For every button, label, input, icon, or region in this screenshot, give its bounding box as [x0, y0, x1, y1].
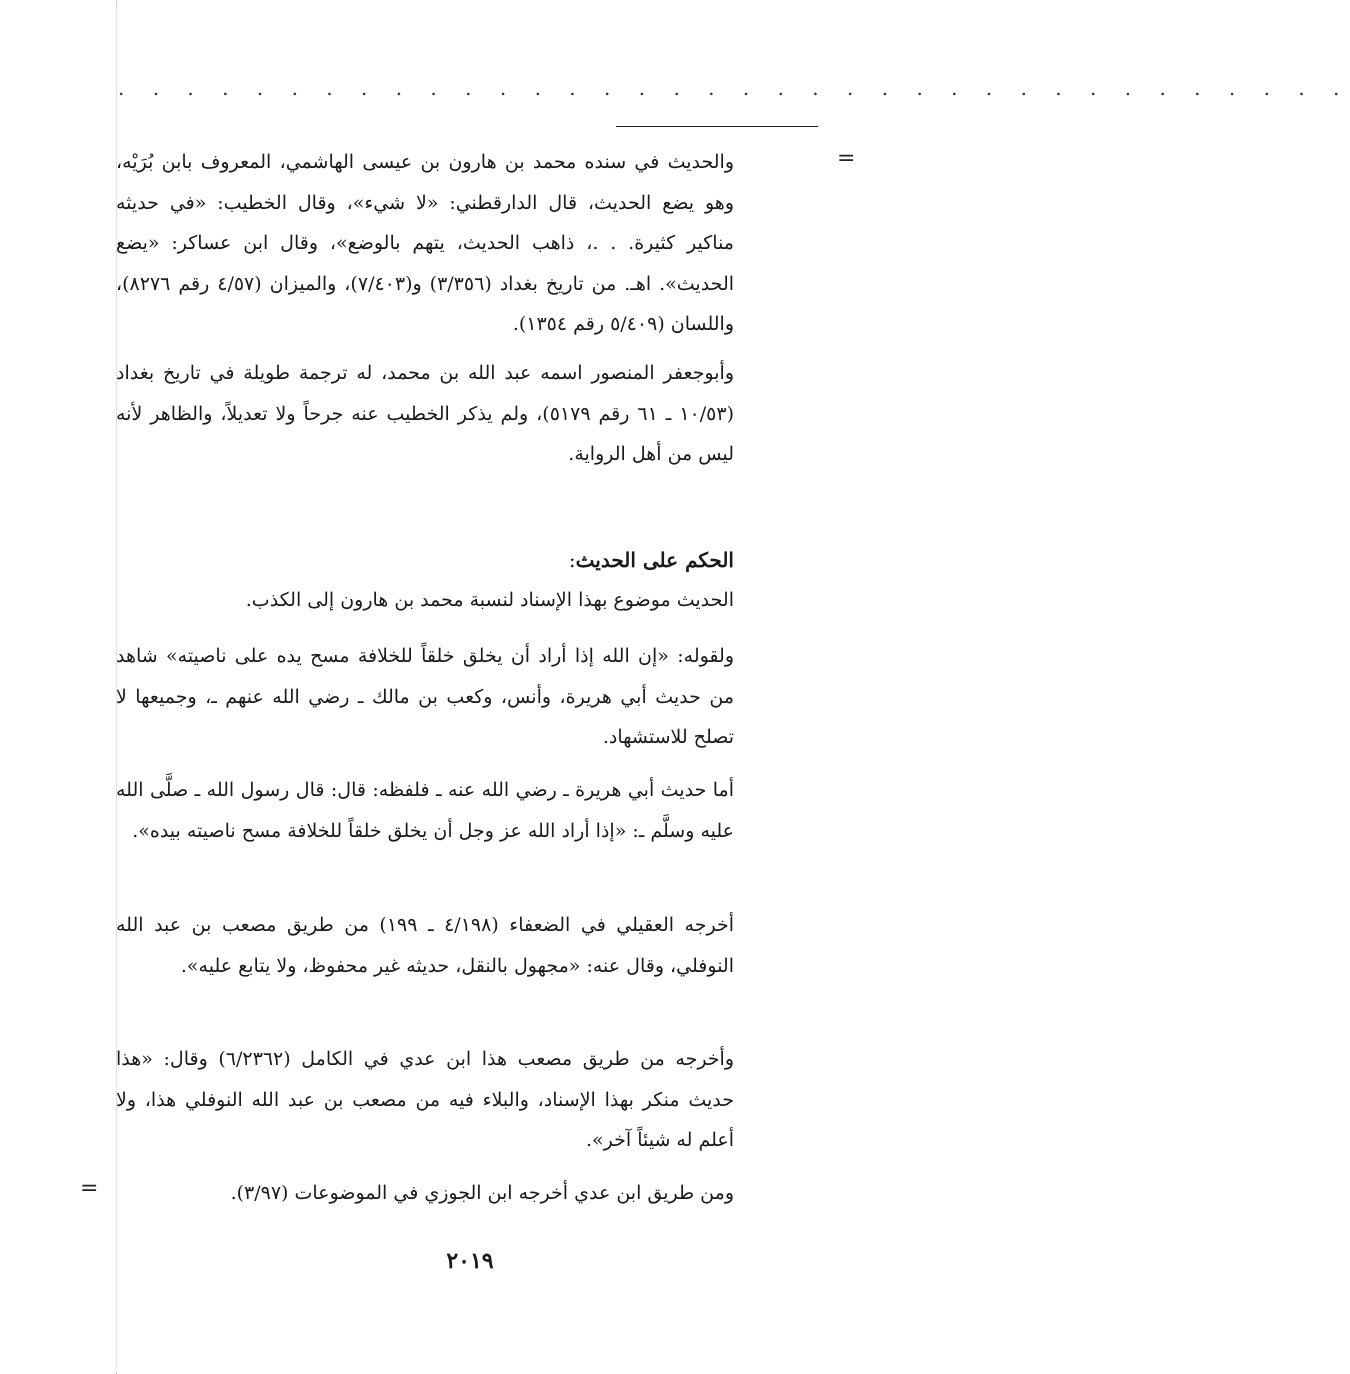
footnote-paragraph-2	[116, 353, 734, 475]
verdict-text: الحديث موضوع بهذا الإسناد لنسبة محمد بن هارون إلى الكذب.	[245, 589, 734, 611]
footnote-separator	[616, 126, 818, 127]
page-number: ٢٠١٩	[446, 1248, 494, 1274]
body-paragraph-4	[116, 905, 734, 986]
body-paragraph-3	[116, 770, 734, 851]
body-paragraph-6	[116, 1173, 734, 1214]
continuation-marker-top: =	[837, 146, 856, 171]
body-text-5: وأخرجه من طريق مصعب هذا ابن عدي في الكامل (٦/٢٣٦٢) وقال: «هذا حديث منكر بهذا الإسناد، والبلاء فيه من مصعب بن عبد الله النوفلي هذا، ولا أعلم له شيئاً آخر».	[116, 1048, 734, 1151]
header-dot-rule: . . . . . . . . . . . . . . . . . . . . . . . . . . . . . . . . . . . .	[118, 76, 1350, 100]
section-heading	[116, 543, 734, 577]
section-heading-text: الحكم على الحديث	[575, 548, 734, 572]
body-text-2: ولقوله: «إن الله إذا أراد أن يخلق خلقاً للخلافة مسح يده على ناصيته» شاهد من حديث أبي هريرة، وأنس، وكعب بن مالك ـ رضي الله عنهم ـ، وجميعها لا تصلح للاستشهاد.	[116, 645, 734, 748]
body-text-3: أما حديث أبي هريرة ـ رضي الله عنه ـ فلفظه: قال: قال رسول الله ـ صلَّى الله عليه وسلَّم ـ: «إذا أراد الله عز وجل أن يخلق خلقاً للخلافة مسح ناصيته بيده».	[116, 779, 734, 842]
verdict-paragraph	[116, 580, 734, 621]
body-paragraph-2	[116, 636, 734, 758]
footnote-text-2: وأبوجعفر المنصور اسمه عبد الله بن محمد، له ترجمة طويلة في تاريخ بغداد (١٠/٥٣ ـ ٦١ رقم ٥١٧٩)، ولم يذكر الخطيب عنه جرحاً ولا تعديلاً، والظاهر لأنه ليس من أهل الرواية.	[116, 362, 734, 465]
body-text-6: ومن طريق ابن عدي أخرجه ابن الجوزي في الموضوعات (٣/٩٧).	[230, 1182, 734, 1204]
body-text-4: أخرجه العقيلي في الضعفاء (٤/١٩٨ ـ ١٩٩) من طريق مصعب بن عبد الله النوفلي، وقال عنه: «مجهول بالنقل، حديثه غير محفوظ، ولا يتابع عليه».	[116, 914, 734, 977]
footnote-text-1: والحديث في سنده محمد بن هارون بن عيسى الهاشمي، المعروف بابن بُرَيْه، وهو يضع الحديث، قال الدارقطني: «لا شيء»، وقال الخطيب: «في حديثه مناكير كثيرة. . .، ذاهب الحديث، يتهم بالوضع»، وقال ابن عساكر: «يضع الحديث». اهـ. من تاريخ بغداد (٣/٣٥٦) و(٧/٤٠٣)، والميزان (٤/٥٧ رقم ٨٢٧٦)، واللسان (٥/٤٠٩ رقم ١٣٥٤).	[116, 151, 735, 335]
footnote-paragraph-1	[116, 142, 734, 345]
section-heading-colon: :	[568, 548, 576, 572]
continuation-marker-bottom: =	[80, 1176, 99, 1201]
body-paragraph-5	[116, 1039, 734, 1161]
